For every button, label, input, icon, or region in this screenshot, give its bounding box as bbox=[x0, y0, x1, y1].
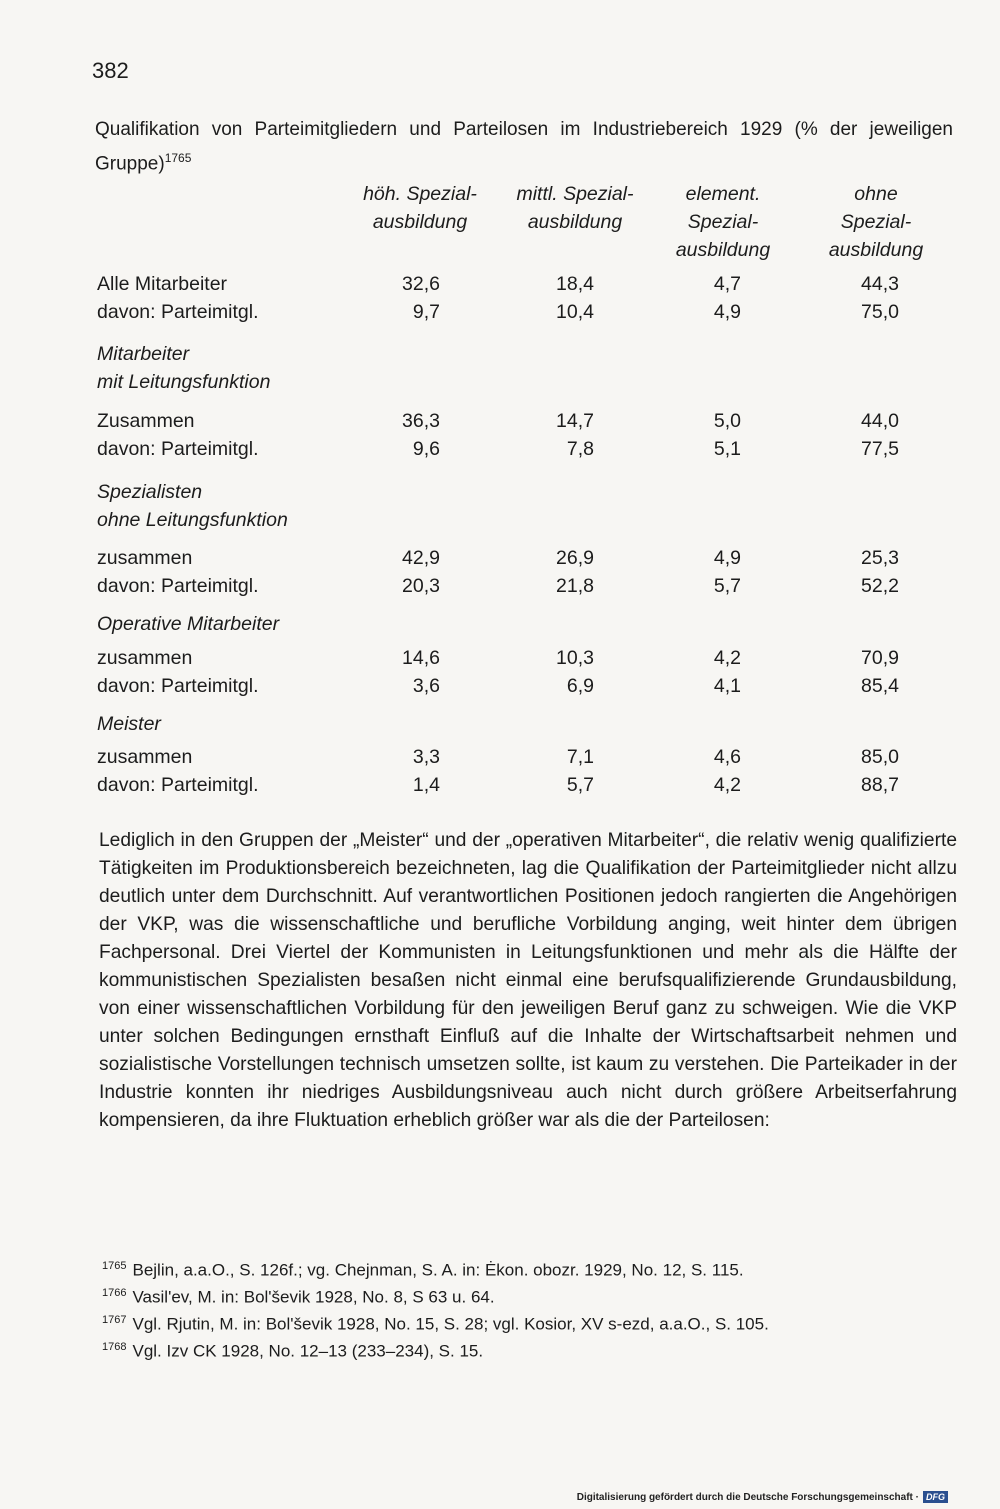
row-label: zusammen bbox=[97, 746, 193, 768]
footnote-number: 1765 bbox=[102, 1260, 127, 1272]
group-title: ohne Leitungsfunktion bbox=[97, 509, 288, 531]
table-cell: 5,7 bbox=[566, 774, 594, 796]
table-cell: 7,8 bbox=[566, 438, 594, 460]
dfg-logo: DFG bbox=[923, 1491, 948, 1503]
table-cell: 1,4 bbox=[412, 774, 440, 796]
footnote-number: 1767 bbox=[102, 1314, 127, 1327]
table-cell: 9,6 bbox=[412, 438, 440, 460]
column-header-line: höh. Spezial- bbox=[363, 183, 477, 205]
column-header-line: Spezial- bbox=[687, 211, 759, 233]
page-number: 382 bbox=[92, 58, 129, 83]
body-paragraph: Lediglich in den Gruppen der „Meister“ und der „operativen Mitarbeiter“, die relativ wenig qualifizierte Tätigkeiten im Produktionsbereich bezeichneten, lag die Qualifikation der Parteimitglieder nicht allzu deutlich unter dem Durchschnitt. Auf verantwortlichen Positionen jedoch rangierten die Angehörigen der VKP, was die wissenschaftliche und berufliche Vorbildung anging, weit hinter dem übrigen Fachpersonal. Drei Viertel der Kommunisten in Leitungsfunktionen und mehr als die Hälfte der kommunistischen Spezialisten besaßen nicht einmal eine berufsqualifizierende Grundausbildung, von einer wissenschaftlichen Vorbildung für den jeweiligen Beruf ganz zu schweigen. Wie die VKP unter solchen Bedingungen ernsthaft Einfluß auf die Inhalte der Wirtschaftsarbeit nehmen und sozialistische Vorstellungen technisch umsetzen sollte, ist kaum zu verstehen. Die Parteikader in der Industrie konnten ihr niedriges Ausbildungsniveau auch nicht durch größere Arbeitserfahrung kompensieren, da ihre Fluktuation erheblich größer war als die der Parteilosen: bbox=[99, 830, 957, 1131]
table-cell: 6,9 bbox=[566, 675, 594, 697]
group-title: Mitarbeiter bbox=[97, 343, 190, 365]
table-cell: 42,9 bbox=[402, 547, 440, 569]
table-cell: 85,0 bbox=[861, 746, 899, 768]
footnote-number: 1768 bbox=[102, 1341, 127, 1354]
table-cell: 10,4 bbox=[556, 301, 594, 323]
table-cell: 44,0 bbox=[861, 410, 899, 432]
row-label: Alle Mitarbeiter bbox=[97, 273, 228, 295]
table-cell: 5,1 bbox=[713, 438, 741, 460]
caption-text: Qualifikation von Parteimitgliedern und Parteilosen im Industriebereich 1929 (% der jeweiligen Gruppe) bbox=[95, 119, 953, 175]
row-label: Zusammen bbox=[97, 410, 195, 432]
group-title: Spezialisten bbox=[97, 481, 203, 503]
credit-text: Digitalisierung gefördert durch die Deutsche Forschungsgemeinschaft · bbox=[576, 1491, 919, 1503]
table-cell: 88,7 bbox=[861, 774, 899, 796]
column-header-line: ausbildung bbox=[372, 211, 468, 233]
row-label: zusammen bbox=[97, 647, 193, 669]
footnotes bbox=[102, 1255, 769, 1364]
column-header-2 bbox=[500, 180, 650, 236]
caption-footnote-ref: 1765 bbox=[164, 151, 192, 165]
table-cell: 5,7 bbox=[713, 575, 741, 597]
column-header-line: element. bbox=[685, 183, 761, 205]
table-cell: 9,7 bbox=[412, 301, 440, 323]
row-label: davon: Parteimitgl. bbox=[97, 774, 259, 796]
table-cell: 10,3 bbox=[556, 647, 594, 669]
digitization-credit bbox=[577, 1491, 948, 1503]
footnote-number: 1766 bbox=[102, 1287, 127, 1300]
footnote bbox=[102, 1309, 769, 1336]
row-label: zusammen bbox=[97, 547, 193, 569]
table-cell: 18,4 bbox=[556, 273, 594, 295]
table-cell: 4,6 bbox=[713, 746, 741, 768]
table-cell: 4,2 bbox=[713, 774, 741, 796]
row-label: davon: Parteimitgl. bbox=[97, 438, 259, 460]
table-caption bbox=[95, 116, 953, 178]
group-title: mit Leitungsfunktion bbox=[97, 371, 271, 393]
footnote-text: Vgl. Izv CK 1928, No. 12–13 (233–234), S. 15. bbox=[132, 1342, 484, 1362]
column-header-line: ausbildung bbox=[675, 239, 771, 261]
group-title: Meister bbox=[97, 713, 161, 735]
table-cell: 26,9 bbox=[556, 547, 594, 569]
column-header-line: ausbildung bbox=[828, 239, 924, 261]
footnote-text: Vgl. Rjutin, M. in: Bol'ševik 1928, No. 15, S. 28; vgl. Kosior, XV s-ezd, a.a.O., S. 105. bbox=[132, 1314, 769, 1334]
column-header-4 bbox=[801, 180, 951, 264]
table-cell: 75,0 bbox=[861, 301, 899, 323]
table-cell: 25,3 bbox=[861, 547, 899, 569]
table-cell: 14,7 bbox=[556, 410, 594, 432]
table-cell: 7,1 bbox=[566, 746, 594, 768]
row-label: davon: Parteimitgl. bbox=[97, 575, 259, 597]
row-label: davon: Parteimitgl. bbox=[97, 675, 259, 697]
footnote-text: Vasil'ev, M. in: Bol'ševik 1928, No. 8, S 63 u. 64. bbox=[132, 1287, 495, 1307]
footnote-text: Bejlin, a.a.O., S. 126f.; vg. Chejnman, S. A. in: Ėkon. obozr. 1929, No. 12, S. 115. bbox=[132, 1260, 744, 1280]
row-label: davon: Parteimitgl. bbox=[97, 301, 259, 323]
column-header-3 bbox=[648, 180, 798, 264]
column-header-line: ausbildung bbox=[527, 211, 623, 233]
column-header-line: ohne bbox=[854, 183, 898, 205]
table-cell: 3,3 bbox=[412, 746, 440, 768]
table-cell: 3,6 bbox=[412, 675, 440, 697]
table-cell: 20,3 bbox=[402, 575, 440, 597]
table-cell: 77,5 bbox=[861, 438, 899, 460]
footnote bbox=[102, 1336, 769, 1363]
footnote bbox=[102, 1282, 769, 1309]
group-title: Operative Mitarbeiter bbox=[97, 613, 280, 635]
table-cell: 32,6 bbox=[402, 273, 440, 295]
table-cell: 52,2 bbox=[861, 575, 899, 597]
table-cell: 4,2 bbox=[713, 647, 741, 669]
table-cell: 36,3 bbox=[402, 410, 440, 432]
table-cell: 4,1 bbox=[713, 675, 741, 697]
column-header-1 bbox=[345, 180, 495, 236]
table-cell: 21,8 bbox=[556, 575, 594, 597]
table-cell: 85,4 bbox=[861, 675, 899, 697]
table-cell: 14,6 bbox=[402, 647, 440, 669]
table-cell: 4,7 bbox=[713, 273, 741, 295]
footnote bbox=[102, 1255, 769, 1282]
table-cell: 4,9 bbox=[713, 301, 741, 323]
table-cell: 5,0 bbox=[713, 410, 741, 432]
column-header-line: Spezial- bbox=[840, 211, 912, 233]
table-cell: 70,9 bbox=[861, 647, 899, 669]
table-cell: 4,9 bbox=[713, 547, 741, 569]
column-header-line: mittl. Spezial- bbox=[516, 183, 634, 205]
table-cell: 44,3 bbox=[861, 273, 899, 295]
